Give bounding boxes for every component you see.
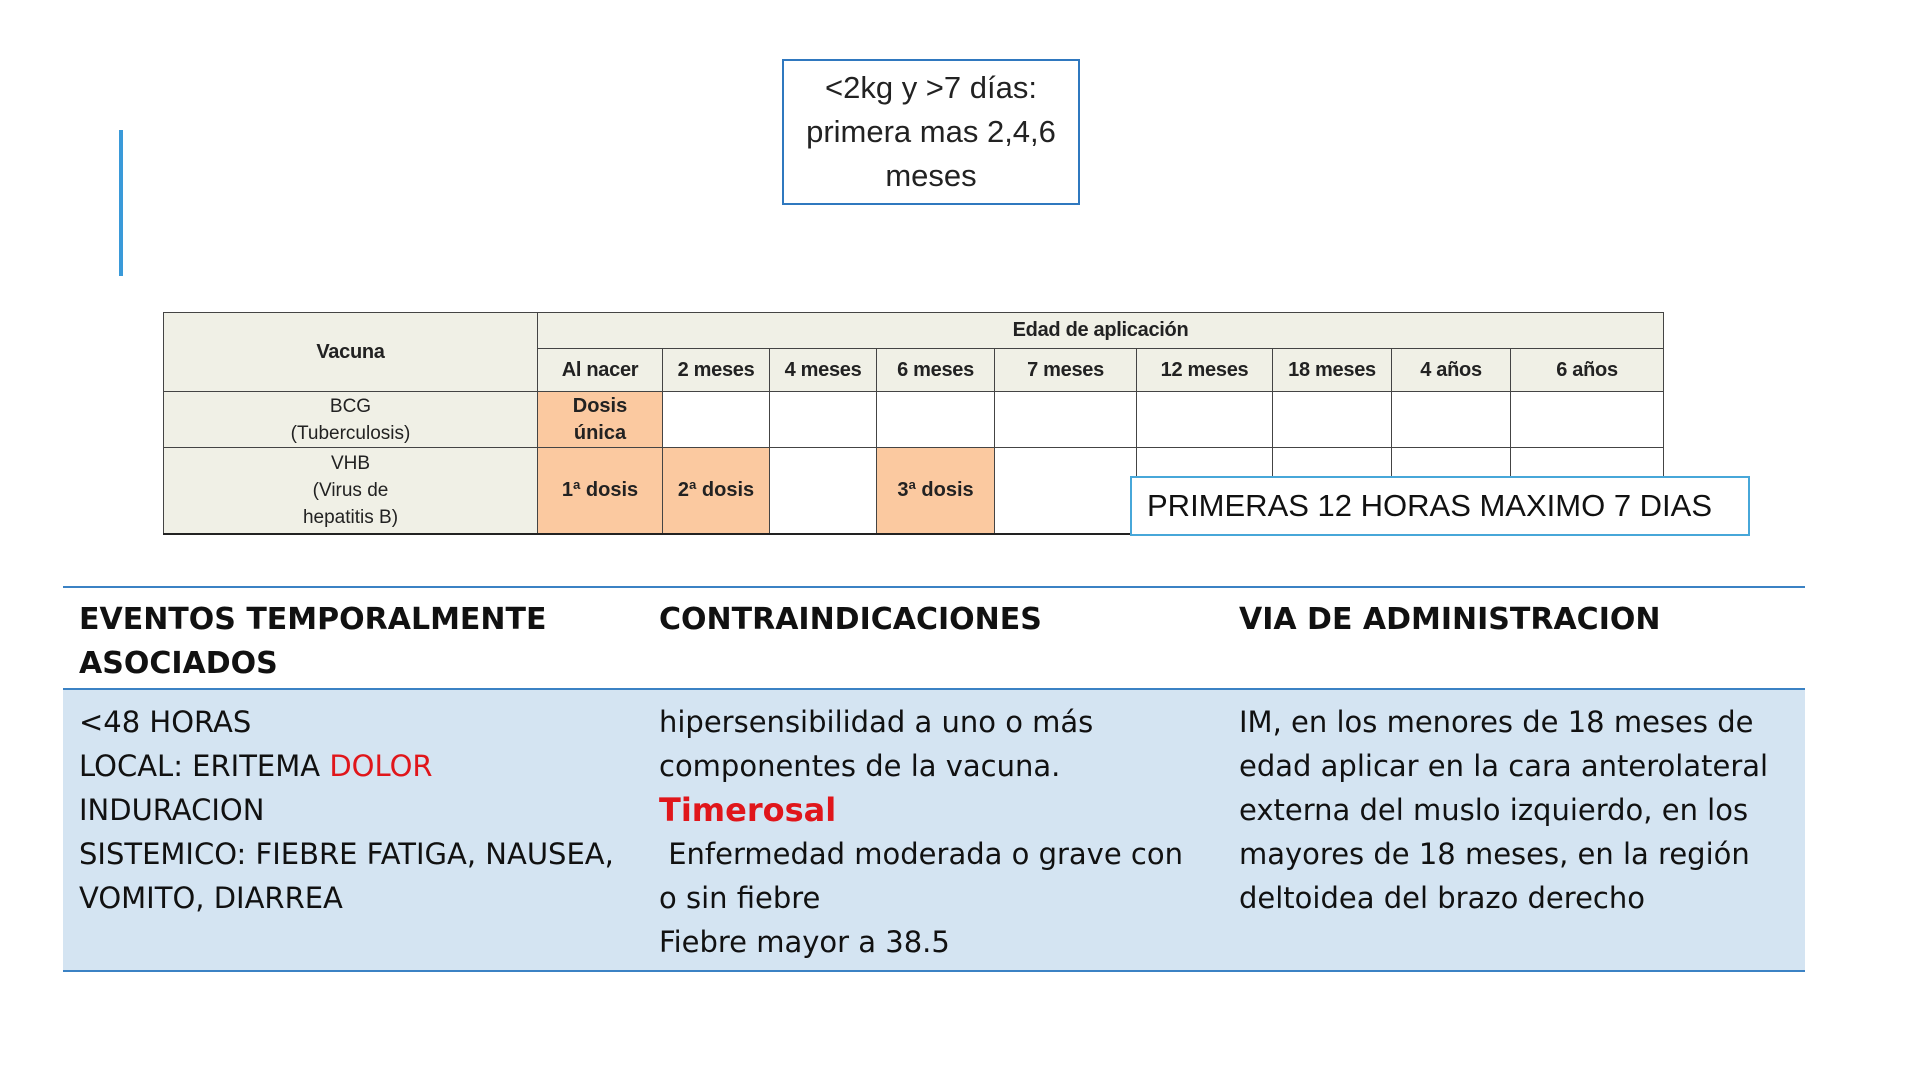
age-col: 7 meses — [995, 349, 1137, 392]
events-text: LOCAL: ERITEMA — [79, 749, 330, 783]
empty-cell — [663, 392, 770, 448]
events-line: VOMITO, DIARREA — [79, 881, 343, 915]
age-col: 4 años — [1392, 349, 1511, 392]
vaccine-disease: hepatitis B) — [302, 507, 399, 529]
dose-cell: 3ª dosis — [877, 448, 995, 534]
info-table — [63, 586, 1805, 972]
age-col: 6 años — [1511, 349, 1664, 392]
note-line: primera mas 2,4,6 — [806, 114, 1056, 149]
dose-label: única — [573, 421, 627, 444]
info-header-row — [63, 588, 1805, 690]
note-line: <2kg y >7 días: — [825, 70, 1037, 105]
events-header-line: ASOCIADOS — [79, 646, 278, 681]
events-header-line: EVENTOS TEMPORALMENTE — [79, 602, 547, 637]
empty-cell — [770, 392, 877, 448]
dose-label: Dosis — [572, 394, 628, 417]
events-line — [79, 744, 643, 788]
vaccine-name: VHB — [330, 453, 371, 475]
empty-cell — [1273, 392, 1392, 448]
route-line: deltoidea del brazo derecho — [1239, 881, 1645, 915]
events-line: <48 HORAS — [79, 705, 252, 739]
contra-cell — [643, 690, 1223, 970]
info-body-row — [63, 690, 1805, 970]
vaccine-header: Vacuna — [164, 313, 538, 392]
route-cell — [1223, 690, 1805, 970]
contra-line: Enfermedad moderada o grave con — [659, 837, 1183, 871]
contra-line: componentes de la vacuna. — [659, 749, 1061, 783]
route-line: IM, en los menores de 18 meses de — [1239, 705, 1754, 739]
table-row-bcg — [164, 392, 1664, 448]
contra-header: CONTRAINDICACIONES — [659, 602, 1042, 637]
contra-line: o sin fiebre — [659, 881, 821, 915]
age-col: 6 meses — [877, 349, 995, 392]
age-col: 18 meses — [1273, 349, 1392, 392]
dose-cell: 2ª dosis — [663, 448, 770, 534]
empty-cell — [1392, 392, 1511, 448]
age-col: 2 meses — [663, 349, 770, 392]
note-line: meses — [885, 158, 977, 193]
callout-box: PRIMERAS 12 HORAS MAXIMO 7 DIAS — [1130, 476, 1750, 536]
age-col: Al nacer — [538, 349, 663, 392]
vaccine-disease: (Tuberculosis) — [290, 422, 411, 444]
dose-cell — [538, 392, 663, 448]
age-col: 12 meses — [1137, 349, 1273, 392]
route-header: VIA DE ADMINISTRACION — [1239, 602, 1661, 637]
events-header — [63, 588, 643, 688]
accent-line — [119, 130, 123, 276]
vaccine-name: BCG — [329, 395, 372, 417]
events-cell — [63, 690, 643, 970]
vaccine-name-cell — [164, 392, 538, 448]
empty-cell — [1511, 392, 1664, 448]
route-line: mayores de 18 meses, en la región — [1239, 837, 1750, 871]
empty-cell — [995, 448, 1137, 534]
vaccine-name-cell — [164, 448, 538, 534]
empty-cell — [770, 448, 877, 534]
events-line: SISTEMICO: FIEBRE FATIGA, NAUSEA, — [79, 837, 614, 871]
age-header: Edad de aplicación — [538, 313, 1664, 349]
empty-cell — [995, 392, 1137, 448]
contra-line: hipersensibilidad a uno o más — [659, 705, 1094, 739]
dose-cell: 1ª dosis — [538, 448, 663, 534]
contra-line: Fiebre mayor a 38.5 — [659, 925, 950, 959]
route-line: externa del muslo izquierdo, en los — [1239, 793, 1749, 827]
vaccine-disease: (Virus de — [312, 480, 389, 502]
age-col: 4 meses — [770, 349, 877, 392]
events-line: INDURACION — [79, 793, 265, 827]
empty-cell — [1137, 392, 1273, 448]
contra-red-line: Timerosal — [659, 791, 837, 829]
events-red-text: DOLOR — [329, 749, 433, 783]
empty-cell — [877, 392, 995, 448]
route-line: edad aplicar en la cara anterolateral — [1239, 749, 1769, 783]
note-box — [782, 59, 1080, 205]
